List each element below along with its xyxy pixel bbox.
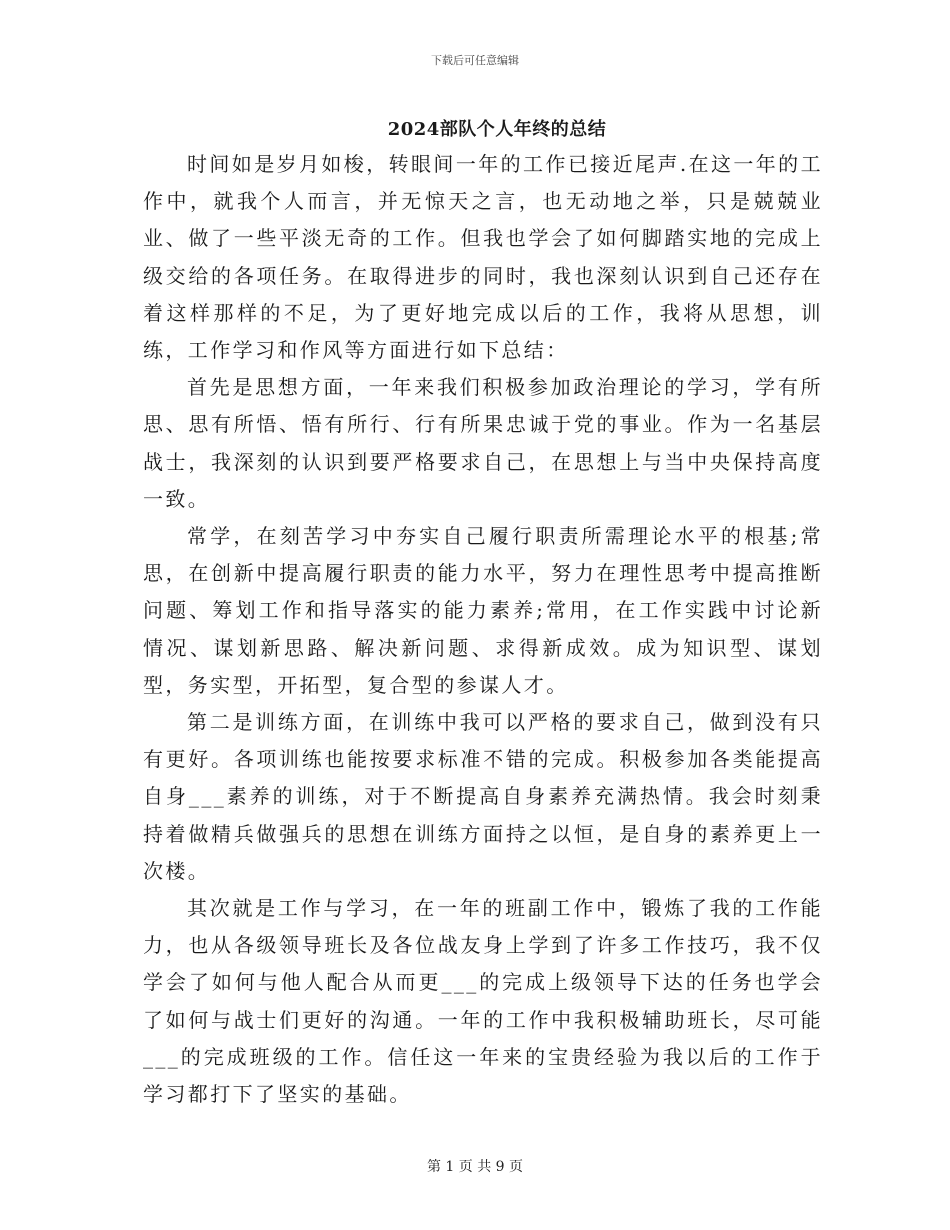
- page-number: 第 1 页 共 9 页: [426, 1159, 524, 1175]
- paragraph-intro: 时间如是岁月如梭，转眼间一年的工作已接近尾声.在这一年的工作中，就我个人而言，并无惊天之言，也无动地之举，只是兢兢业业、做了一些平淡无奇的工作。但我也学会了如何脚踏实地的完成上级交给的各项任务。在取得进步的同时，我也深刻认识到自己还存在着这样那样的不足，为了更好地完成以后的工作，我将从思想，训练，工作学习和作风等方面进行如下总结：: [143, 152, 823, 363]
- paragraph-thought: 首先是思想方面，一年来我们积极参加政治理论的学习，学有所思、思有所悟、悟有所行、行有所果忠诚于党的事业。作为一名基层战士，我深刻的认识到要严格要求自己，在思想上与当中央保持高度一致。: [143, 375, 823, 511]
- header-note: 下载后可任意编辑: [431, 54, 519, 67]
- paragraph-training: 第二是训练方面，在训练中我可以严格的要求自己，做到没有只有更好。各项训练也能按要求标准不错的完成。积极参加各类能提高自身___素养的训练，对于不断提高自身素养充满热情。我会时刻秉持着做精兵做强兵的思想在训练方面持之以恒，是自身的素养更上一次楼。: [143, 710, 823, 883]
- document-title: 2024部队个人年终的总结: [387, 119, 607, 140]
- document-body: [143, 146, 823, 1113]
- paragraph-work: 其次就是工作与学习，在一年的班副工作中，锻炼了我的工作能力，也从各级领导班长及各位战友身上学到了许多工作技巧，我不仅学会了如何与他人配合从而更___的完成上级领导下达的任务也学会了如何与战士们更好的沟通。一年的工作中我积极辅助班长，尽可能___的完成班级的工作。信任这一年来的宝贵经验为我以后的工作于学习都打下了坚实的基础。: [143, 896, 823, 1107]
- paragraph-study: 常学，在刻苦学习中夯实自己履行职责所需理论水平的根基;常思，在创新中提高履行职责的能力水平，努力在理性思考中提高推断问题、筹划工作和指导落实的能力素养;常用，在工作实践中讨论新情况、谋划新思路、解决新问题、求得新成效。成为知识型、谋划型，务实型，开拓型，复合型的参谋人才。: [143, 524, 823, 697]
